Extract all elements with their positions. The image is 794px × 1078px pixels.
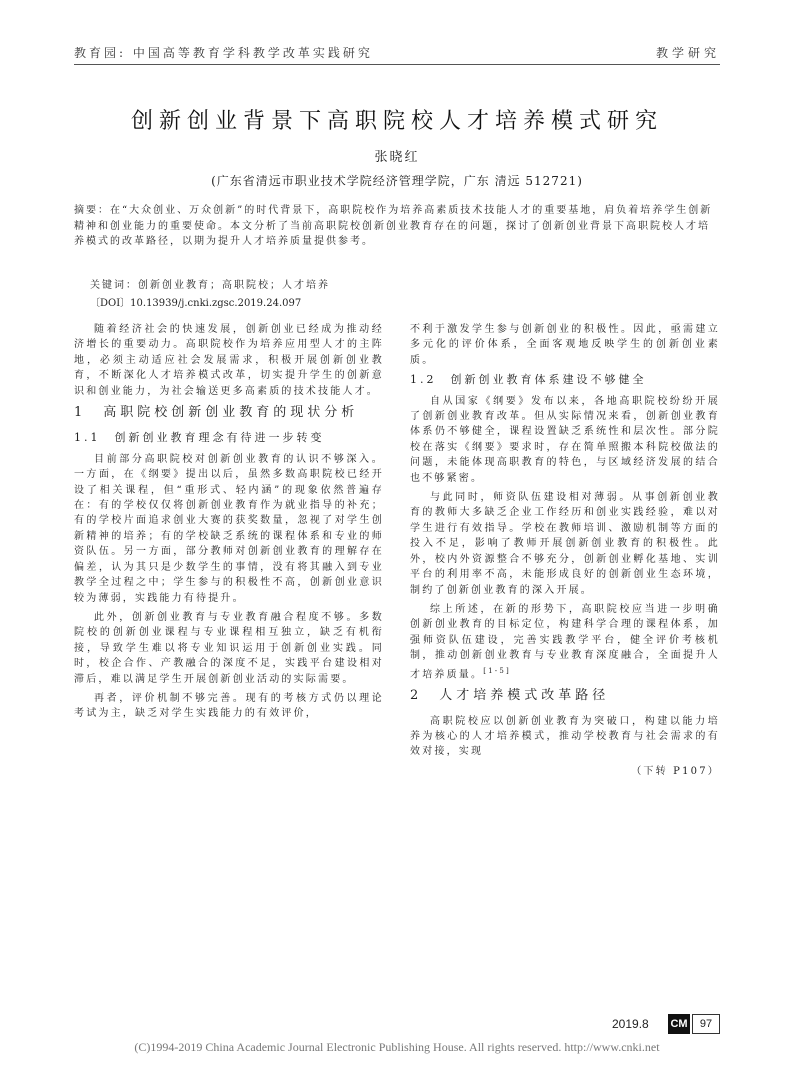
- paragraph: 自从国家《纲要》发布以来，各地高职院校纷纷开展了创新创业教育改革。但从实际情况来看，创新创业教育体系仍不够健全，课程设置缺乏系统性和层次性。部分院校在落实《纲要》要求时，存在简单照搬本科院校做法的问题，未能体现高职教育的特色，与区域经济发展的结合也不够紧密。: [410, 395, 720, 484]
- issue-number: 2019.8: [612, 1017, 649, 1031]
- keywords: 关键词：创新创业教育；高职院校；人才培养: [90, 280, 330, 291]
- intro-paragraph: 随着经济社会的快速发展，创新创业已经成为推动经济增长的重要动力。高职院校作为培养应用型人才的主阵地，必须主动适应社会发展需求，积极开展创新创业教育，不断深化人才培养模式改革，切实提升学生的创新意识和创业能力，为社会输送更多高素质的技术技能人才。: [74, 324, 384, 397]
- paragraph: 此外，创新创业教育与专业教育融合程度不够。多数院校的创新创业课程与专业课程相互独立，缺乏有机衔接，导致学生难以将专业知识运用于创新创业实践。同时，校企合作、产教融合的深度不足，实践平台建设相对滞后，难以满足学生开展创新创业活动的实际需要。: [74, 611, 384, 685]
- abstract: 摘要：在“大众创业、万众创新”的时代背景下，高职院校作为培养高素质技术技能人才的重要基地，肩负着培养学生创新精神和创业能力的重要使命。本文分析了当前高职院校创新创业教育存在的问题，探讨了创新创业背景下高职院校人才培养模式的改革路径，以期为提升人才培养质量提供参考。: [74, 205, 713, 247]
- citation-ref: [1-5]: [483, 666, 511, 675]
- section-heading-1: 1 高职院校创新创业教育的现状分析: [74, 405, 359, 421]
- header-rule: [74, 64, 720, 65]
- paragraph: 不利于激发学生参与创新创业的积极性。因此，亟需建立多元化的评价体系，全面客观地反映学生的创新创业素质。: [410, 324, 720, 366]
- section-heading-2: 2 人才培养模式改革路径: [410, 688, 610, 704]
- doi: 〔DOI〕10.13939/j.cnki.zgsc.2019.24.097: [90, 298, 302, 309]
- left-column: [74, 322, 384, 726]
- page-number: 97: [692, 1014, 720, 1034]
- journal-header-left: 教育园: 中国高等教育学科教学改革实践研究: [74, 46, 373, 60]
- copyright-line: (C)1994-2019 China Academic Journal Electronic Publishing House. All rights reserved. http://www.cnki.net: [134, 1040, 660, 1054]
- paragraph: [410, 602, 720, 682]
- paragraph-text: 综上所述，在新的形势下，高职院校应当进一步明确创新创业教育的目标定位，构建科学合理的课程体系，加强师资队伍建设，完善实践教学平台，健全评价考核机制，推动创新创业教育与专业教育深度融合，全面提升人才培养质量。: [410, 603, 720, 680]
- running-header: [74, 44, 720, 64]
- author-name: 张晓红: [374, 150, 420, 165]
- right-column: [410, 322, 720, 779]
- author-affiliation: (广东省清远市职业技术学院经济管理学院，广东 清远 512721): [211, 174, 583, 188]
- continued-note: （下转 P107）: [631, 765, 720, 777]
- article-title: 创新创业背景下高职院校人才培养模式研究: [130, 109, 663, 134]
- subsection-heading-1-2: 1.2 创新创业教育体系建设不够健全: [410, 373, 647, 387]
- subsection-heading-1-1: 1.1 创新创业教育理念有待进一步转变: [74, 431, 325, 445]
- section-header-right: 教学研究: [655, 46, 720, 60]
- paragraph: 再者，评价机制不够完善。现有的考核方式仍以理论考试为主，缺乏对学生实践能力的有效评价，: [74, 692, 384, 720]
- paragraph: 目前部分高职院校对创新创业教育的认识不够深入。一方面，在《纲要》提出以后，虽然多数高职院校已经开设了相关课程，但“重形式、轻内涵”的现象依然普遍存在：有的学校仅仅将创新创业教育作为就业指导的补充；有的学校片面追求创业大赛的获奖数量，忽视了对学生创新精神的培养；有的学校缺乏系统的课程体系和专业的师资队伍。另一方面，部分教师对创新创业教育的理解存在偏差，认为其只是少数学生的事情，没有将其融入到专业教学全过程之中；学生参与的积极性不高，创新创业意识较为薄弱，实践能力有待提升。: [74, 453, 384, 604]
- paragraph: 高职院校应以创新创业教育为突破口，构建以能力培养为核心的人才培养模式，推动学校教育与社会需求的有效对接，实现: [410, 715, 720, 758]
- paragraph: 与此同时，师资队伍建设相对薄弱。从事创新创业教育的教师大多缺乏企业工作经历和创业实践经验，难以对学生进行有效指导。学校在教师培训、激励机制等方面的投入不足，影响了教师开展创新创业教育的积极性。此外，校内外资源整合不够充分，创新创业孵化基地、实训平台的利用率不高，未能形成良好的创新创业生态环境，制约了创新创业教育的深入开展。: [410, 492, 720, 596]
- journal-logo: CM: [668, 1014, 690, 1034]
